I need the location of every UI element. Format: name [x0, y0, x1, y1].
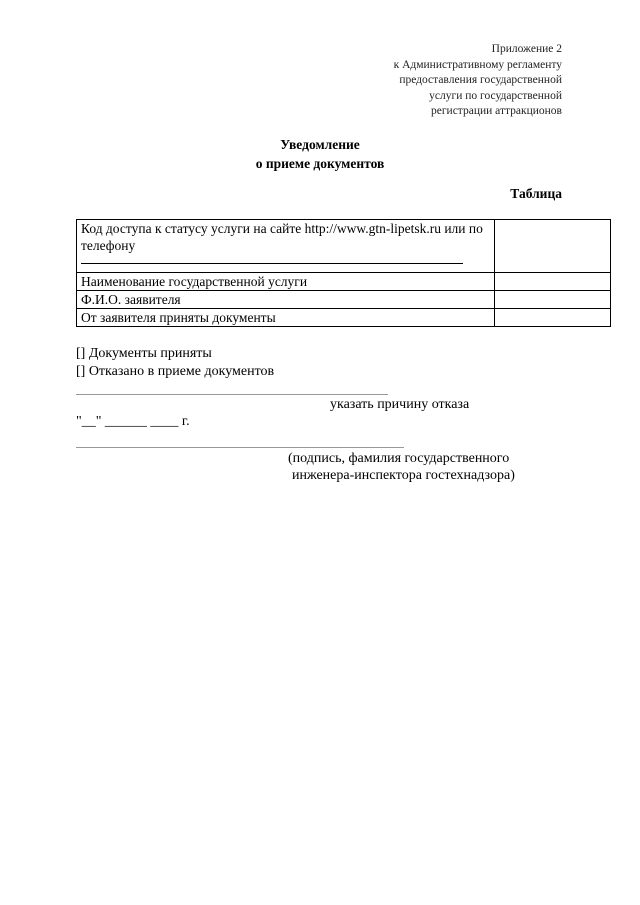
fill-in-line [81, 254, 463, 264]
appendix-line: Приложение 2 [491, 43, 562, 55]
checkbox-documents-accepted: [] Документы приняты [76, 346, 212, 361]
table-cell-label: Наименование государственной услуги [77, 273, 495, 291]
table-cell-value [495, 220, 611, 273]
table-row [77, 273, 611, 291]
appendix-line: предоставления государственной [399, 74, 562, 86]
table-cell-value [495, 309, 611, 327]
table-cell-label: От заявителя приняты документы [77, 309, 495, 327]
signature-caption-line-1: (подпись, фамилия государственного [288, 451, 510, 466]
reason-caption: указать причину отказа [330, 397, 470, 412]
appendix-line: услуги по государственной [429, 89, 562, 102]
appendix-line: регистрации аттракционов [430, 105, 562, 117]
notification-table [76, 219, 611, 327]
table-cell-value [495, 273, 611, 291]
date-line: "__" ______ ____ г. [76, 414, 190, 429]
table-label: Таблица [510, 186, 562, 201]
decision-checkboxes [76, 345, 274, 381]
appendix-header [262, 42, 562, 120]
checkbox-documents-refused: [] Отказано в приеме документов [76, 364, 275, 379]
document-title [0, 135, 640, 173]
row-label: Код доступа к статусу услуги на сайте http://www.gtn-lipetsk.ru или по телефону [81, 221, 483, 253]
table-row [77, 220, 611, 273]
table-row [77, 309, 611, 327]
signature-caption [288, 450, 515, 484]
table-row [77, 291, 611, 309]
title-line-1: Уведомление [280, 137, 360, 152]
table-cell-value [495, 291, 611, 309]
reason-line [76, 394, 388, 395]
table-cell-label: Ф.И.О. заявителя [77, 291, 495, 309]
signature-caption-line-2: инженера-инспектора гостехнадзора) [292, 468, 515, 483]
signature-line [76, 447, 404, 448]
table-cell-label [77, 220, 495, 273]
title-line-2: о приеме документов [255, 156, 385, 171]
appendix-line: к Административному регламенту [393, 58, 562, 71]
